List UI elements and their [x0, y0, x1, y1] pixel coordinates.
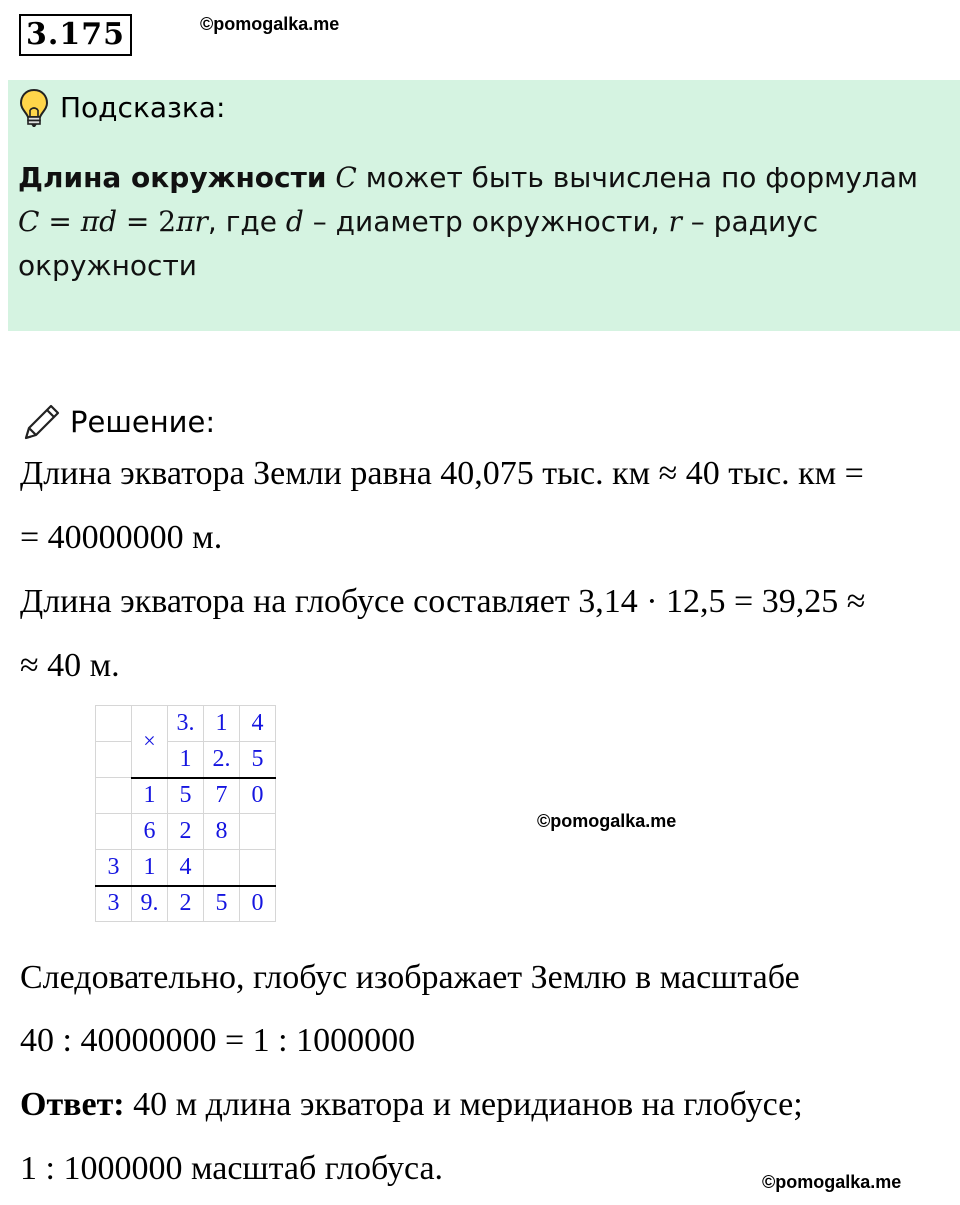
hint-text-2: , где [207, 205, 278, 238]
calc-cell [96, 778, 132, 814]
calc-cell [96, 742, 132, 778]
hint-text-1: может быть вычислена по формулам [365, 161, 919, 194]
calc-cell: 5 [204, 886, 240, 922]
calc-cell: 8 [204, 814, 240, 850]
calc-cell: 6 [132, 814, 168, 850]
watermark-bottom: ©pomogalka.me [762, 1172, 902, 1192]
calc-cell [240, 814, 276, 850]
multiplication-table [95, 705, 276, 922]
watermark-top: ©pomogalka.me [200, 14, 340, 34]
calc-cell: 4 [168, 850, 204, 886]
calc-cell: 5 [168, 778, 204, 814]
calc-cell: 3 [96, 886, 132, 922]
calc-cell: 1 [204, 706, 240, 742]
hint-term: Длина окружности [18, 161, 327, 194]
calc-cell: 4 [240, 706, 276, 742]
calc-cell: 1 [132, 850, 168, 886]
problem-number: 3.175 [19, 14, 132, 56]
answer-text: 40 м длина экватора и меридианов на глобусе; [124, 1086, 803, 1123]
solution-title-text: Решение: [70, 405, 216, 439]
formula-pir: πr [176, 205, 208, 238]
calc-cell: 2 [168, 814, 204, 850]
conclusion-line-1: Следовательно, глобус изображает Землю в масштабе [20, 959, 800, 996]
calc-cell [96, 706, 132, 742]
hint-text-4: – радиус [690, 205, 819, 238]
calc-cell: 3 [96, 850, 132, 886]
answer-line-1 [20, 1085, 803, 1125]
solution-line-1: Длина экватора Земли равна 40,075 тыс. км ≈ 40 тыс. км = [20, 455, 864, 492]
lightbulb-icon [18, 88, 50, 128]
calc-cell: 1 [168, 742, 204, 778]
hint-title [18, 88, 225, 128]
answer-line-2: 1 : 1000000 масштаб глобуса. [20, 1150, 444, 1187]
hint-var-d: d [285, 205, 304, 238]
calc-cell: 3. [168, 706, 204, 742]
hint-title-text: Подсказка: [60, 91, 226, 124]
hint-var-c: C [335, 161, 357, 194]
calc-cell: 7 [204, 778, 240, 814]
calc-cell [96, 814, 132, 850]
formula-eq1: = [39, 205, 81, 238]
calc-cell [240, 850, 276, 886]
calc-cell: 1 [132, 778, 168, 814]
solution-title [20, 400, 215, 444]
calc-cell: 0 [240, 886, 276, 922]
calc-cell: 2. [204, 742, 240, 778]
hint-text [18, 156, 938, 288]
formula-c: C [18, 205, 40, 238]
hint-var-r: r [668, 205, 682, 238]
solution-line-2: = 40000000 м. [20, 519, 223, 556]
calc-cell: 2 [168, 886, 204, 922]
formula-eq2: = 2 [117, 205, 177, 238]
conclusion-line-2: 40 : 40000000 = 1 : 1000000 [20, 1022, 416, 1059]
hint-text-3: – диаметр окружности, [312, 205, 660, 238]
formula-pid: πd [80, 205, 118, 238]
calc-cell: 0 [240, 778, 276, 814]
calc-cell: 9. [132, 886, 168, 922]
calc-cell: 5 [240, 742, 276, 778]
solution-line-3: Длина экватора на глобусе составляет 3,14 · 12,5 = 39,25 ≈ [20, 583, 866, 620]
answer-label: Ответ: [20, 1086, 125, 1123]
solution-line-4: ≈ 40 м. [20, 647, 120, 684]
calc-cell [204, 850, 240, 886]
watermark-middle: ©pomogalka.me [537, 811, 677, 831]
hint-text-5: окружности [18, 249, 197, 282]
pencil-icon [20, 400, 64, 444]
multiply-sign: × [132, 706, 168, 778]
